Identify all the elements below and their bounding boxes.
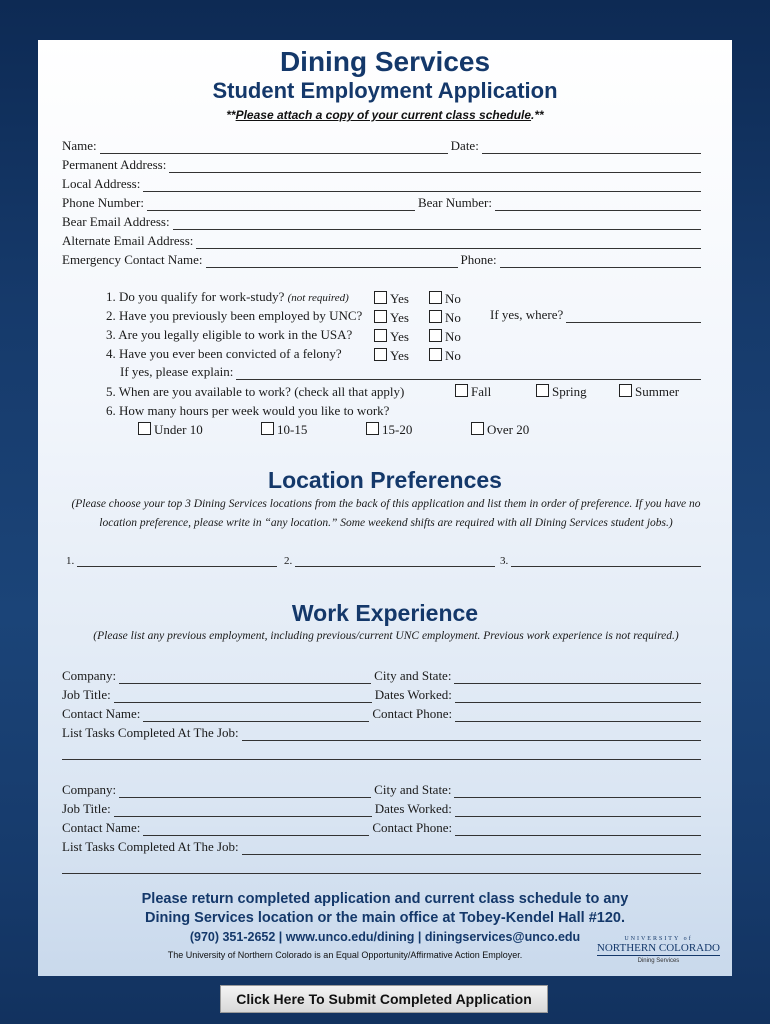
- company-label: Company:: [62, 782, 117, 797]
- location-pref-1-field[interactable]: [77, 554, 277, 567]
- phone-number-label: Phone Number:: [62, 195, 144, 210]
- name-row: [62, 137, 704, 154]
- emergency-phone-field[interactable]: [500, 255, 701, 268]
- explain-label: If yes, please explain:: [120, 364, 234, 379]
- job2-tasks-field[interactable]: [242, 842, 701, 855]
- q3-no-option[interactable]: No: [429, 329, 461, 345]
- location-pref-2-field[interactable]: [295, 554, 495, 567]
- dates-worked-label: Dates Worked:: [374, 801, 452, 816]
- work-note: (Please list any previous employment, including previous/current UNC employment. Previous work experience is not required.): [93, 630, 679, 642]
- emergency-contact-field[interactable]: [206, 255, 458, 268]
- job1-contact-phone-field[interactable]: [455, 709, 701, 722]
- q1-no-option[interactable]: No: [429, 291, 461, 307]
- return-instructions: Please return completed application and current class schedule to any Dining Services location or the main office at Tobey-Kendel Hall #120.: [141, 891, 629, 926]
- job1-tasks-field[interactable]: [242, 728, 701, 741]
- application-form: [38, 40, 732, 976]
- explain-field[interactable]: [236, 367, 701, 380]
- eeo-statement: The University of Northern Colorado is an Equal Opportunity/Affirmative Action Employer.: [167, 950, 523, 960]
- job2-city-state-field[interactable]: [454, 785, 701, 798]
- form-subtitle: Student Employment Application: [212, 78, 558, 103]
- checkbox[interactable]: [536, 384, 549, 397]
- job2-title-field[interactable]: [114, 804, 372, 817]
- unc-logo: UNIVERSITY of NORTHERN COLORADO Dining Services: [596, 936, 720, 964]
- permanent-address-label: Permanent Address:: [62, 157, 167, 172]
- checkbox[interactable]: [138, 422, 151, 435]
- city-state-label: City and State:: [374, 668, 452, 683]
- q4-no-option[interactable]: No: [429, 348, 461, 364]
- hours-10-15-option[interactable]: 10-15: [261, 422, 307, 438]
- checkbox[interactable]: [374, 348, 387, 361]
- question-hours: 6. How many hours per week would you like to work?: [106, 403, 390, 418]
- local-address-row: [62, 175, 704, 192]
- bear-email-row: [62, 213, 704, 230]
- checkbox[interactable]: [374, 310, 387, 323]
- checkbox[interactable]: [455, 384, 468, 397]
- question-work-study: 1. Do you qualify for work-study? (not required): [106, 289, 349, 304]
- location-pref-3-field[interactable]: [511, 554, 701, 567]
- job2-tasks-row-2: [62, 857, 704, 874]
- bear-email-label: Bear Email Address:: [62, 214, 170, 229]
- if-yes-where-field[interactable]: [566, 310, 701, 323]
- bear-number-label: Bear Number:: [417, 195, 492, 210]
- job1-city-state-field[interactable]: [454, 671, 701, 684]
- job2-contact-row: [62, 819, 704, 836]
- submit-application-button[interactable]: Click Here To Submit Completed Application: [220, 985, 548, 1013]
- emergency-phone-label: Phone:: [460, 252, 497, 267]
- phone-row: [62, 194, 704, 211]
- job2-tasks-field-2[interactable]: [62, 861, 701, 874]
- hours-15-20-option[interactable]: 15-20: [366, 422, 412, 438]
- job1-contact-name-field[interactable]: [143, 709, 369, 722]
- job2-contact-name-field[interactable]: [143, 823, 369, 836]
- bear-number-field[interactable]: [495, 198, 701, 211]
- question-felony: 4. Have you ever been convicted of a felony?: [106, 346, 342, 361]
- if-yes-where-label: If yes, where?: [490, 307, 564, 322]
- emergency-contact-row: [62, 251, 704, 268]
- fall-option[interactable]: Fall: [455, 384, 491, 400]
- job1-tasks-field-2[interactable]: [62, 747, 701, 760]
- city-state-label: City and State:: [374, 782, 452, 797]
- checkbox[interactable]: [619, 384, 632, 397]
- job1-tasks-row-2: [62, 743, 704, 760]
- job1-tasks-row: [62, 724, 704, 741]
- checkbox[interactable]: [261, 422, 274, 435]
- contact-phone-label: Contact Phone:: [372, 706, 453, 721]
- local-address-field[interactable]: [143, 179, 701, 192]
- checkbox[interactable]: [429, 310, 442, 323]
- schedule-note: **Please attach a copy of your current class schedule.**: [226, 108, 544, 122]
- hours-under-10-option[interactable]: Under 10: [138, 422, 203, 438]
- summer-option[interactable]: Summer: [619, 384, 679, 400]
- q2-yes-option[interactable]: Yes: [374, 310, 409, 326]
- spring-option[interactable]: Spring: [536, 384, 587, 400]
- tasks-label: List Tasks Completed At The Job:: [62, 839, 239, 854]
- location-pref-2: 2.: [284, 554, 498, 567]
- bear-email-field[interactable]: [173, 217, 701, 230]
- job-title-label: Job Title:: [62, 687, 111, 702]
- question-employed-unc: 2. Have you previously been employed by UNC?: [106, 308, 363, 323]
- if-yes-where-row: [490, 306, 704, 323]
- checkbox[interactable]: [374, 329, 387, 342]
- alternate-email-field[interactable]: [196, 236, 701, 249]
- permanent-address-field[interactable]: [169, 160, 701, 173]
- permanent-address-row: [62, 156, 704, 173]
- checkbox[interactable]: [471, 422, 484, 435]
- job2-tasks-row: [62, 838, 704, 855]
- company-label: Company:: [62, 668, 117, 683]
- work-experience-heading: Work Experience: [291, 600, 479, 626]
- job1-title-row: [62, 686, 704, 703]
- location-preferences-heading: Location Preferences: [268, 467, 502, 493]
- job1-company-row: [62, 667, 704, 684]
- job1-title-field[interactable]: [114, 690, 372, 703]
- job2-company-row: [62, 781, 704, 798]
- hours-over-20-option[interactable]: Over 20: [471, 422, 529, 438]
- contact-info: (970) 351-2652 | www.unco.edu/dining | diningservices@unco.edu: [189, 930, 581, 944]
- alternate-email-row: [62, 232, 704, 249]
- date-label: Date:: [450, 138, 479, 153]
- phone-number-field[interactable]: [147, 198, 415, 211]
- job2-title-row: [62, 800, 704, 817]
- question-availability: 5. When are you available to work? (check all that apply): [106, 384, 405, 399]
- q3-yes-option[interactable]: Yes: [374, 329, 409, 345]
- question-eligible-usa: 3. Are you legally eligible to work in the USA?: [106, 327, 353, 342]
- job1-company-field[interactable]: [119, 671, 371, 684]
- form-title: Dining Services: [279, 46, 491, 77]
- alternate-email-label: Alternate Email Address:: [62, 233, 194, 248]
- name-label: Name:: [62, 138, 97, 153]
- job-title-label: Job Title:: [62, 801, 111, 816]
- emergency-contact-label: Emergency Contact Name:: [62, 252, 203, 267]
- explain-row: [120, 363, 704, 380]
- location-note: (Please choose your top 3 Dining Services locations from the back of this application and list them in order of preference. If you have no location preference, please write in “any location.” Some weekend shifts are required with all Dining Services student jobs.): [71, 498, 701, 529]
- contact-name-label: Contact Name:: [62, 706, 141, 721]
- name-field[interactable]: [100, 141, 448, 154]
- job1-dates-field[interactable]: [455, 690, 701, 703]
- job2-dates-field[interactable]: [455, 804, 701, 817]
- job2-company-field[interactable]: [119, 785, 371, 798]
- contact-name-label: Contact Name:: [62, 820, 141, 835]
- tasks-label: List Tasks Completed At The Job:: [62, 725, 239, 740]
- checkbox[interactable]: [429, 291, 442, 304]
- contact-phone-label: Contact Phone:: [372, 820, 453, 835]
- date-field[interactable]: [482, 141, 701, 154]
- job1-contact-row: [62, 705, 704, 722]
- checkbox[interactable]: [366, 422, 379, 435]
- dates-worked-label: Dates Worked:: [374, 687, 452, 702]
- location-pref-1: 1.: [66, 554, 280, 567]
- q1-yes-option[interactable]: Yes: [374, 291, 409, 307]
- checkbox[interactable]: [429, 348, 442, 361]
- checkbox[interactable]: [374, 291, 387, 304]
- q4-yes-option[interactable]: Yes: [374, 348, 409, 364]
- checkbox[interactable]: [429, 329, 442, 342]
- local-address-label: Local Address:: [62, 176, 141, 191]
- q2-no-option[interactable]: No: [429, 310, 461, 326]
- job2-contact-phone-field[interactable]: [455, 823, 701, 836]
- location-pref-3: 3.: [500, 554, 704, 567]
